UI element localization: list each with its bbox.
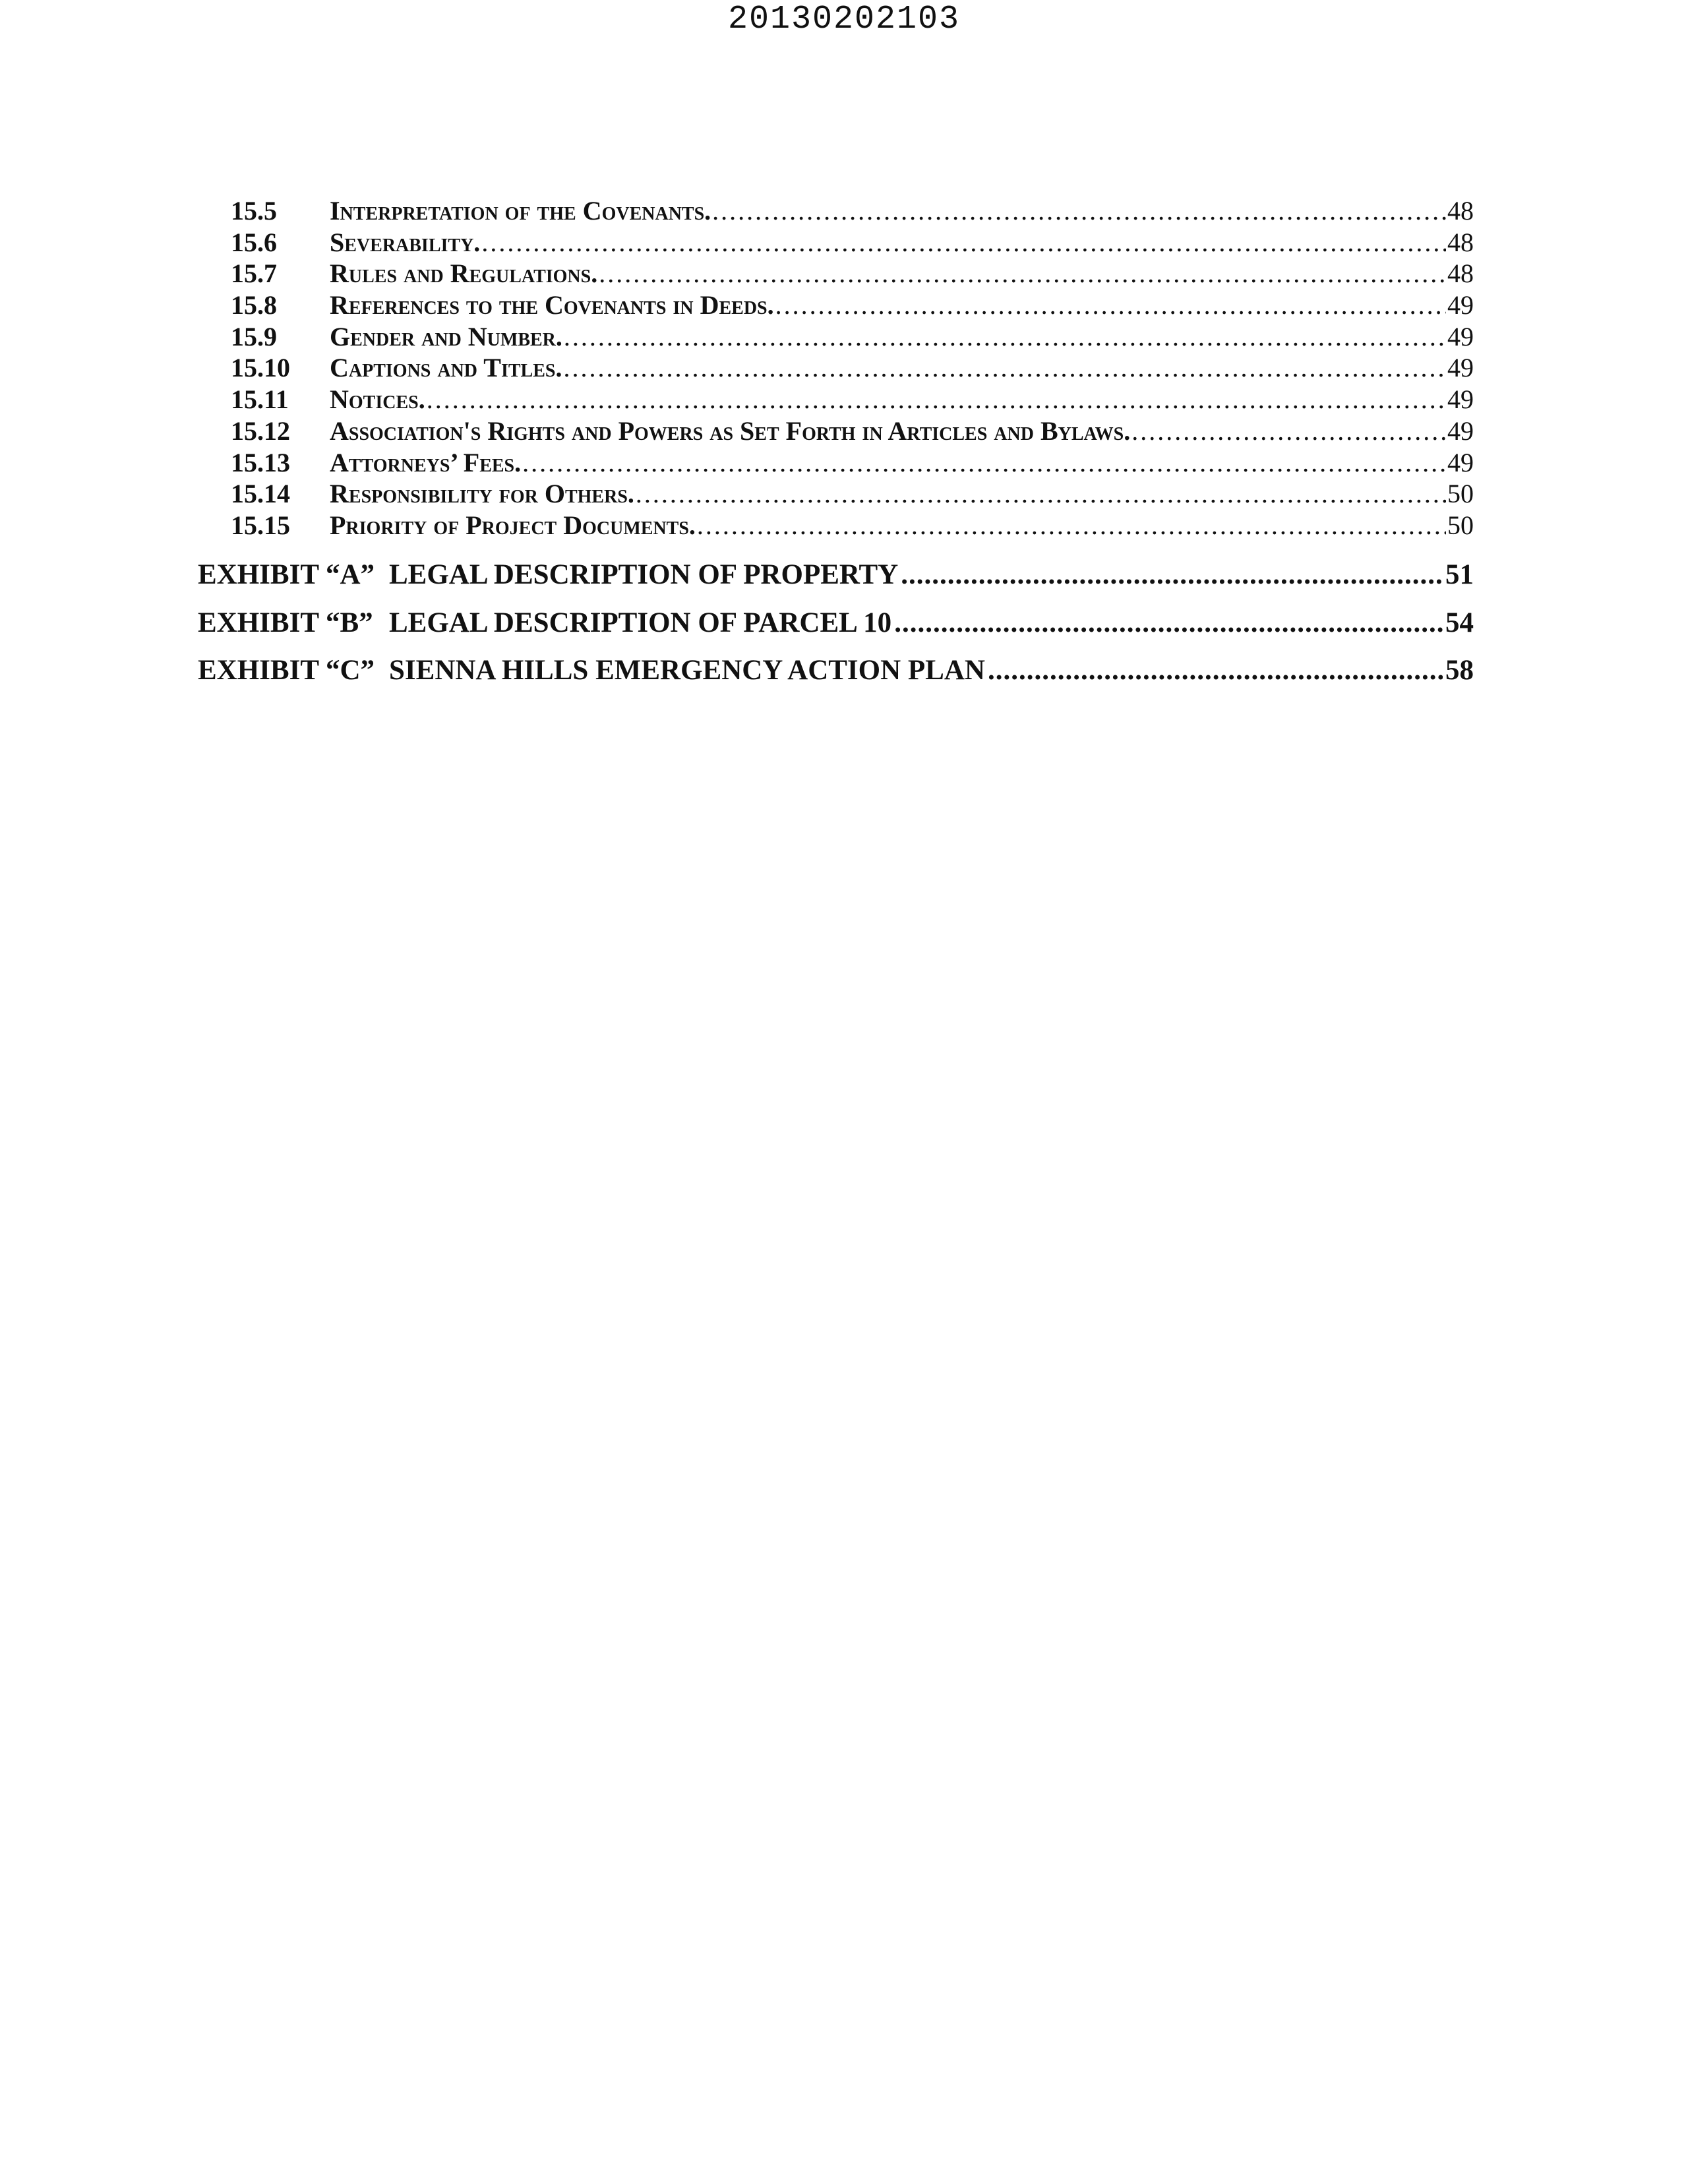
- dot-leader: [522, 447, 1446, 479]
- toc-entry-page: 48: [1447, 227, 1474, 257]
- toc-entry: [198, 227, 1474, 258]
- document-number: 20130202103: [727, 1, 961, 38]
- dot-leader: [988, 651, 1443, 690]
- toc-entry-line: [330, 415, 1474, 447]
- toc-entry-title: Captions and Titles.: [330, 353, 562, 383]
- toc-entry-page: 48: [1447, 258, 1474, 289]
- toc-entry: [198, 352, 1474, 384]
- toc-entry-line: [330, 447, 1474, 479]
- toc-entry: [198, 415, 1474, 447]
- toc-entry-page: 50: [1447, 510, 1474, 540]
- exhibit-label: EXHIBIT “C”: [198, 655, 375, 686]
- exhibit-line: [389, 651, 1474, 690]
- toc-entry: [198, 447, 1474, 479]
- toc-entry-title: Severability.: [330, 227, 481, 257]
- toc-entry-line: [330, 195, 1474, 227]
- toc-entry-title: Gender and Number.: [330, 321, 562, 351]
- toc-entry-number: 15.12: [231, 415, 290, 446]
- exhibit-list: [198, 555, 1474, 699]
- toc-entry-title: Interpretation of the Covenants.: [330, 196, 711, 226]
- dot-leader: [427, 384, 1446, 415]
- toc-entry: [198, 510, 1474, 541]
- toc-entry-page: 49: [1447, 353, 1474, 383]
- toc-entry-title: Attorneys’ Fees.: [330, 447, 522, 477]
- toc-entry-title: Notices.: [330, 384, 425, 415]
- toc-entry-page: 49: [1447, 415, 1474, 446]
- toc-entry-number: 15.7: [231, 258, 277, 289]
- dot-leader: [481, 227, 1446, 258]
- toc-entry-number: 15.11: [231, 384, 289, 415]
- toc-entry-number: 15.5: [231, 196, 277, 226]
- toc-entry: [198, 289, 1474, 321]
- exhibit-entry: [198, 651, 1474, 699]
- dot-leader: [775, 289, 1446, 321]
- toc-entry-number: 15.8: [231, 290, 277, 320]
- toc-entry-page: 48: [1447, 196, 1474, 226]
- toc-entry-line: [330, 384, 1474, 415]
- toc-entry-page: 49: [1447, 384, 1474, 415]
- toc-entry-number: 15.14: [231, 479, 290, 509]
- exhibit-entry: [198, 603, 1474, 652]
- exhibit-title: LEGAL DESCRIPTION OF PARCEL 10: [389, 607, 892, 638]
- toc-entry: [198, 478, 1474, 510]
- toc-entry-title: Association's Rights and Powers as Set Forth in Articles and Bylaws.: [330, 415, 1131, 446]
- toc-entry-number: 15.10: [231, 353, 290, 383]
- dot-leader: [697, 510, 1446, 541]
- toc-entry-number: 15.15: [231, 510, 290, 540]
- exhibit-page: 58: [1445, 655, 1474, 686]
- toc-entry-number: 15.13: [231, 447, 290, 477]
- toc-entry-title: Responsibility for Others.: [330, 479, 634, 509]
- dot-leader: [599, 258, 1446, 289]
- exhibit-line: [389, 555, 1474, 595]
- toc-entry: [198, 258, 1474, 289]
- dot-leader: [563, 352, 1446, 384]
- exhibit-line: [389, 603, 1474, 643]
- exhibit-label: EXHIBIT “B”: [198, 607, 373, 638]
- toc-entry-page: 49: [1447, 447, 1474, 477]
- exhibit-entry: [198, 555, 1474, 603]
- exhibit-page: 51: [1445, 559, 1474, 590]
- toc-entry-number: 15.6: [231, 227, 277, 257]
- toc-entry-title: Rules and Regulations.: [330, 258, 598, 289]
- toc-entry-title: Priority of Project Documents.: [330, 510, 696, 540]
- exhibit-page: 54: [1445, 607, 1474, 638]
- toc-entry-page: 49: [1447, 290, 1474, 320]
- toc-entry-page: 49: [1447, 321, 1474, 351]
- exhibit-label: EXHIBIT “A”: [198, 559, 375, 590]
- toc-entry-number: 15.9: [231, 321, 277, 351]
- toc-entry-line: [330, 321, 1474, 353]
- exhibit-title: LEGAL DESCRIPTION OF PROPERTY: [389, 559, 899, 590]
- toc-entry-title: References to the Covenants in Deeds.: [330, 290, 774, 320]
- toc-entry-line: [330, 227, 1474, 258]
- dot-leader: [901, 555, 1443, 595]
- toc-entry-line: [330, 352, 1474, 384]
- toc-entry-page: 50: [1447, 479, 1474, 509]
- toc-entry-line: [330, 478, 1474, 510]
- toc-entry-line: [330, 289, 1474, 321]
- toc-entry: [198, 384, 1474, 415]
- exhibit-title: SIENNA HILLS EMERGENCY ACTION PLAN: [389, 655, 985, 686]
- dot-leader: [1131, 415, 1446, 447]
- dot-leader: [712, 195, 1446, 227]
- toc-entry-line: [330, 510, 1474, 541]
- dot-leader: [564, 321, 1446, 353]
- toc-entry: [198, 321, 1474, 353]
- table-of-contents: [198, 195, 1474, 541]
- dot-leader: [894, 603, 1443, 643]
- toc-entry-line: [330, 258, 1474, 289]
- toc-entry: [198, 195, 1474, 227]
- dot-leader: [636, 478, 1446, 510]
